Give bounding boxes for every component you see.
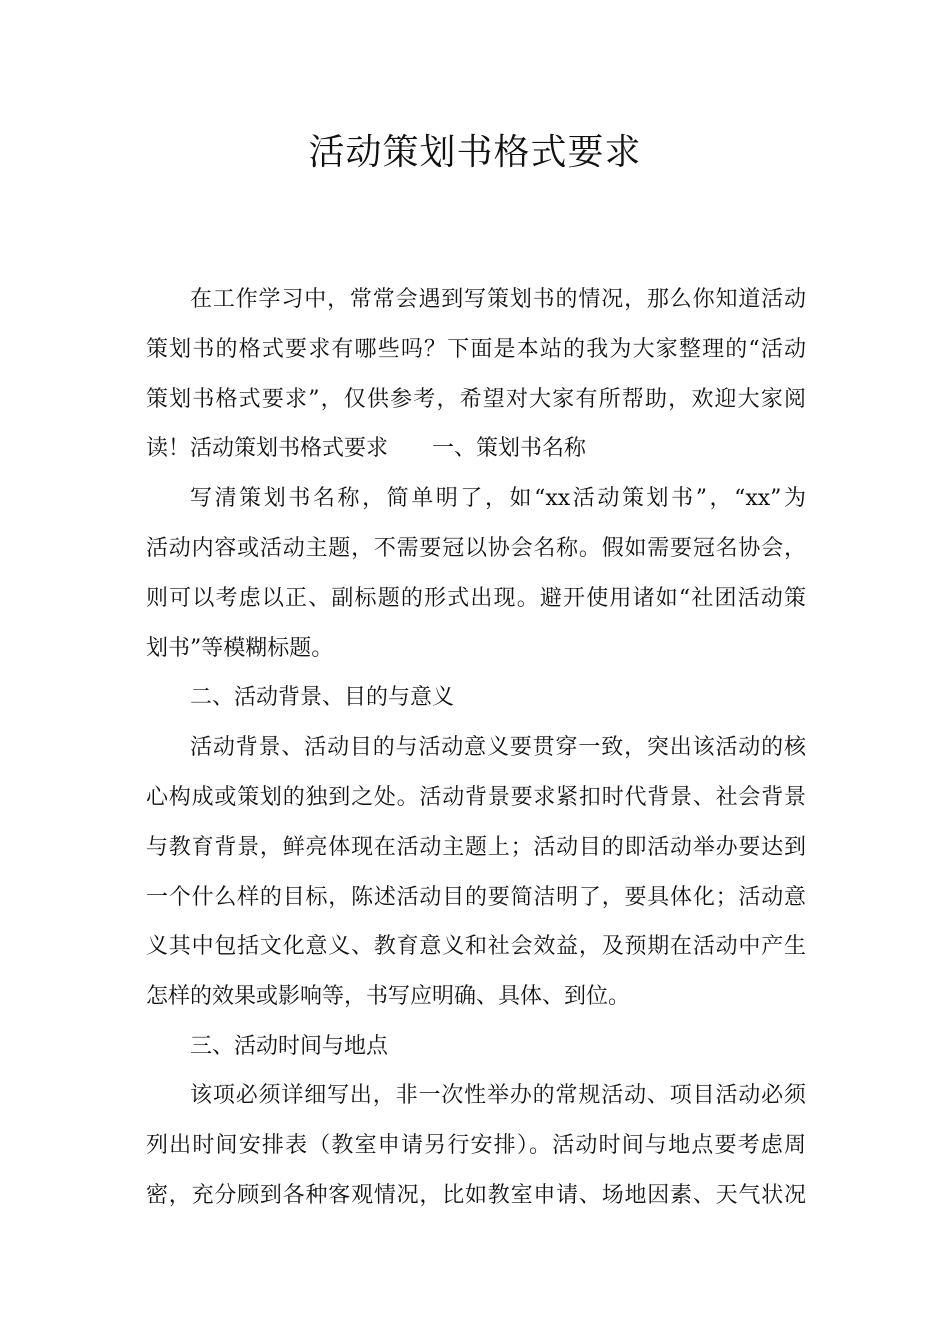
intro-line-3: 策划书格式要求”，仅供参考，希望对大家有所帮助，欢迎大家阅 [146, 387, 806, 412]
name-paragraph-line-3: 则可以考虑以正、副标题的形式出现。避开使用诸如“社团活动策 [146, 586, 806, 611]
section-heading-2: 二、活动背景、目的与意义 [190, 685, 455, 710]
intro-line-4 [146, 431, 806, 467]
time-paragraph-line-1: 该项必须详细写出，非一次性举办的常规活动、项目活动必须 [190, 1083, 806, 1108]
intro-line-4-text: 读！活动策划书格式要求 [146, 436, 389, 461]
background-paragraph-line-5: 义其中包括文化意义、教育意义和社会效益，及预期在活动中产生 [146, 934, 806, 959]
name-paragraph-line-1: 写清策划书名称，简单明了，如“xx活动策划书”，“xx”为 [190, 486, 806, 511]
document-title: 活动策划书格式要求 [308, 132, 642, 173]
time-paragraph-line-2: 列出时间安排表（教室申请另行安排）。活动时间与地点要考虑周 [146, 1133, 806, 1158]
intro-line-2: 策划书的格式要求有哪些吗？下面是本站的我为大家整理的“活动 [146, 337, 806, 362]
section-heading-1: 一、策划书名称 [432, 436, 587, 461]
background-paragraph-line-6: 怎样的效果或影响等，书写应明确、具体、到位。 [146, 984, 631, 1009]
background-paragraph-line-4: 一个什么样的目标，陈述活动目的要简洁明了，要具体化；活动意 [146, 885, 806, 910]
background-paragraph-line-1: 活动背景、活动目的与活动意义要贯穿一致，突出该活动的核 [190, 735, 806, 760]
background-paragraph-line-2: 心构成或策划的独到之处。活动背景要求紧扣时代背景、社会背景 [146, 785, 806, 810]
name-paragraph-line-2: 活动内容或活动主题，不需要冠以协会名称。假如需要冠名协会， [146, 536, 806, 561]
background-paragraph-line-3: 与教育背景，鲜亮体现在活动主题上；活动目的即活动举办要达到 [146, 835, 806, 860]
intro-line-1: 在工作学习中，常常会遇到写策划书的情况，那么你知道活动 [190, 287, 806, 312]
section-heading-3: 三、活动时间与地点 [190, 1034, 389, 1059]
name-paragraph-line-4: 划书”等模糊标题。 [146, 636, 334, 661]
time-paragraph-line-3: 密，充分顾到各种客观情况，比如教室申请、场地因素、天气状况 [146, 1183, 806, 1208]
